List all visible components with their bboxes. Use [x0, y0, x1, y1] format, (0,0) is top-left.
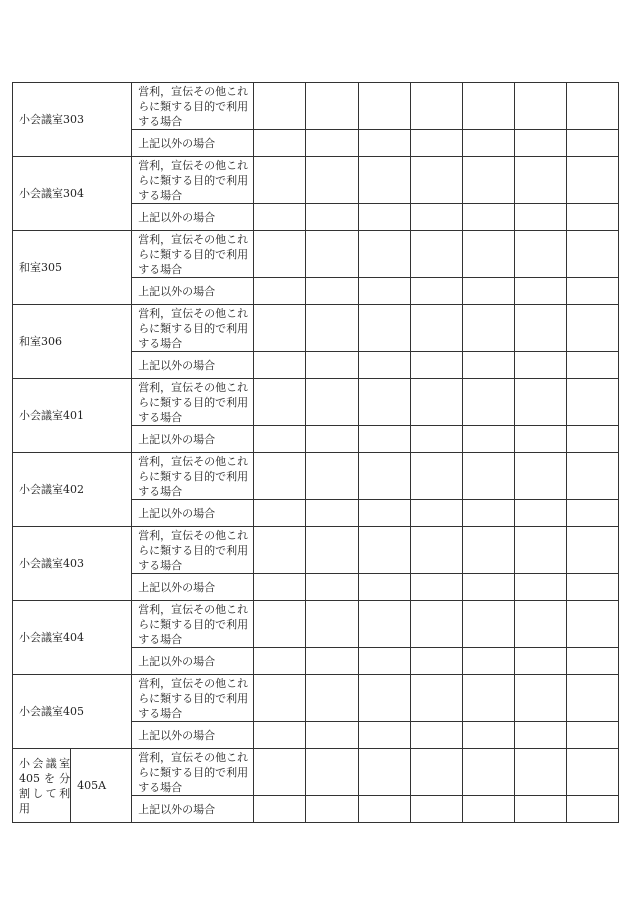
fee-cell [514, 305, 566, 352]
fee-cell [410, 675, 462, 722]
fee-cell [254, 278, 306, 305]
fee-cell [514, 796, 566, 823]
condition-other: 上記以外の場合 [132, 574, 254, 601]
room-name: 小会議室405 [13, 675, 132, 749]
fee-cell [462, 675, 514, 722]
table-row [13, 231, 619, 278]
table-row [13, 453, 619, 500]
fee-cell [358, 648, 410, 675]
fee-cell [358, 722, 410, 749]
fee-cell [462, 83, 514, 130]
fee-cell [514, 379, 566, 426]
fee-cell [514, 527, 566, 574]
fee-cell [566, 601, 618, 648]
table-row [13, 749, 619, 796]
fee-cell [566, 453, 618, 500]
fee-cell [410, 278, 462, 305]
fee-cell [514, 500, 566, 527]
fee-cell [358, 749, 410, 796]
fee-cell [566, 500, 618, 527]
room-name: 小会議室403 [13, 527, 132, 601]
fee-cell [462, 278, 514, 305]
room-name: 小会議室402 [13, 453, 132, 527]
fee-cell [254, 157, 306, 204]
fee-cell [254, 204, 306, 231]
fee-cell [566, 83, 618, 130]
fee-cell [514, 204, 566, 231]
fee-cell [254, 749, 306, 796]
table-row [13, 305, 619, 352]
fee-cell [566, 648, 618, 675]
fee-cell [410, 130, 462, 157]
fee-cell [254, 231, 306, 278]
fee-cell [254, 574, 306, 601]
fee-cell [306, 749, 358, 796]
condition-commercial: 営利，宣伝その他これらに類する目的で利用する場合 [132, 675, 254, 722]
fee-cell [410, 601, 462, 648]
fee-cell [254, 722, 306, 749]
fee-cell [306, 305, 358, 352]
condition-other: 上記以外の場合 [132, 278, 254, 305]
fee-cell [358, 675, 410, 722]
fee-cell [306, 453, 358, 500]
sub-room-name: 405A [71, 749, 132, 823]
fee-cell [514, 426, 566, 453]
condition-other: 上記以外の場合 [132, 796, 254, 823]
fee-cell [306, 379, 358, 426]
fee-cell [306, 675, 358, 722]
table-row [13, 675, 619, 722]
condition-commercial: 営利，宣伝その他これらに類する目的で利用する場合 [132, 157, 254, 204]
fee-cell [254, 675, 306, 722]
fee-cell [410, 379, 462, 426]
fee-cell [358, 157, 410, 204]
fee-cell [358, 83, 410, 130]
fee-cell [306, 426, 358, 453]
fee-cell [462, 204, 514, 231]
fee-cell [462, 305, 514, 352]
fee-cell [358, 305, 410, 352]
fee-cell [566, 796, 618, 823]
fee-cell [254, 796, 306, 823]
condition-commercial: 営利，宣伝その他これらに類する目的で利用する場合 [132, 305, 254, 352]
fee-cell [358, 426, 410, 453]
room-name: 和室306 [13, 305, 132, 379]
fee-cell [514, 352, 566, 379]
fee-cell [254, 305, 306, 352]
table-row [13, 527, 619, 574]
fee-cell [358, 379, 410, 426]
split-room-label: 小会議室405を分割して利用 [13, 749, 71, 823]
room-name: 和室305 [13, 231, 132, 305]
fee-cell [254, 527, 306, 574]
fee-cell [410, 574, 462, 601]
fee-cell [358, 527, 410, 574]
usage-fee-table [12, 82, 619, 823]
condition-commercial: 営利，宣伝その他これらに類する目的で利用する場合 [132, 527, 254, 574]
fee-cell [410, 157, 462, 204]
fee-cell [254, 379, 306, 426]
condition-commercial: 営利，宣伝その他これらに類する目的で利用する場合 [132, 83, 254, 130]
condition-other: 上記以外の場合 [132, 130, 254, 157]
fee-cell [358, 204, 410, 231]
fee-cell [462, 130, 514, 157]
fee-cell [462, 453, 514, 500]
fee-cell [410, 722, 462, 749]
fee-cell [410, 231, 462, 278]
fee-cell [254, 426, 306, 453]
fee-cell [410, 500, 462, 527]
condition-other: 上記以外の場合 [132, 204, 254, 231]
fee-cell [410, 83, 462, 130]
fee-cell [566, 130, 618, 157]
fee-cell [514, 130, 566, 157]
fee-cell [254, 130, 306, 157]
fee-cell [566, 157, 618, 204]
fee-cell [254, 453, 306, 500]
fee-cell [358, 453, 410, 500]
fee-cell [306, 278, 358, 305]
fee-cell [566, 204, 618, 231]
fee-cell [566, 231, 618, 278]
fee-cell [410, 749, 462, 796]
fee-cell [254, 601, 306, 648]
fee-cell [306, 722, 358, 749]
fee-cell [462, 648, 514, 675]
table-row [13, 83, 619, 130]
fee-cell [410, 527, 462, 574]
fee-cell [514, 453, 566, 500]
condition-other: 上記以外の場合 [132, 722, 254, 749]
fee-cell [514, 83, 566, 130]
fee-cell [462, 601, 514, 648]
room-name: 小会議室303 [13, 83, 132, 157]
condition-other: 上記以外の場合 [132, 648, 254, 675]
table-row [13, 157, 619, 204]
fee-cell [254, 648, 306, 675]
condition-commercial: 営利，宣伝その他これらに類する目的で利用する場合 [132, 749, 254, 796]
fee-cell [306, 500, 358, 527]
condition-commercial: 営利，宣伝その他これらに類する目的で利用する場合 [132, 453, 254, 500]
room-name: 小会議室404 [13, 601, 132, 675]
condition-other: 上記以外の場合 [132, 352, 254, 379]
condition-commercial: 営利，宣伝その他これらに類する目的で利用する場合 [132, 379, 254, 426]
fee-cell [306, 648, 358, 675]
fee-cell [254, 352, 306, 379]
room-name: 小会議室304 [13, 157, 132, 231]
fee-cell [410, 352, 462, 379]
fee-cell [410, 648, 462, 675]
fee-cell [514, 601, 566, 648]
fee-cell [566, 675, 618, 722]
fee-cell [410, 426, 462, 453]
fee-cell [514, 574, 566, 601]
fee-cell [566, 305, 618, 352]
fee-cell [462, 352, 514, 379]
fee-cell [514, 722, 566, 749]
condition-commercial: 営利，宣伝その他これらに類する目的で利用する場合 [132, 601, 254, 648]
fee-cell [462, 500, 514, 527]
fee-cell [410, 204, 462, 231]
fee-cell [306, 231, 358, 278]
fee-cell [358, 130, 410, 157]
fee-cell [566, 722, 618, 749]
condition-other: 上記以外の場合 [132, 500, 254, 527]
fee-cell [306, 796, 358, 823]
condition-commercial: 営利，宣伝その他これらに類する目的で利用する場合 [132, 231, 254, 278]
fee-cell [514, 231, 566, 278]
fee-cell [306, 527, 358, 574]
fee-cell [462, 574, 514, 601]
fee-cell [514, 675, 566, 722]
fee-cell [254, 83, 306, 130]
table-row [13, 601, 619, 648]
fee-cell [306, 352, 358, 379]
fee-cell [306, 157, 358, 204]
fee-cell [566, 379, 618, 426]
table-row [13, 379, 619, 426]
fee-cell [514, 749, 566, 796]
condition-other: 上記以外の場合 [132, 426, 254, 453]
fee-cell [566, 749, 618, 796]
fee-cell [462, 796, 514, 823]
fee-cell [358, 796, 410, 823]
fee-cell [358, 500, 410, 527]
fee-cell [514, 278, 566, 305]
fee-cell [462, 722, 514, 749]
fee-cell [462, 379, 514, 426]
fee-cell [566, 278, 618, 305]
fee-cell [358, 278, 410, 305]
fee-cell [462, 157, 514, 204]
fee-cell [462, 527, 514, 574]
fee-cell [306, 204, 358, 231]
fee-cell [410, 305, 462, 352]
fee-cell [410, 796, 462, 823]
fee-cell [358, 574, 410, 601]
fee-cell [358, 231, 410, 278]
fee-cell [306, 83, 358, 130]
fee-cell [566, 574, 618, 601]
fee-cell [462, 426, 514, 453]
fee-cell [410, 453, 462, 500]
fee-cell [566, 426, 618, 453]
table-body [13, 83, 619, 823]
room-name: 小会議室401 [13, 379, 132, 453]
fee-cell [254, 500, 306, 527]
fee-cell [306, 601, 358, 648]
fee-cell [462, 231, 514, 278]
fee-cell [358, 601, 410, 648]
fee-cell [514, 157, 566, 204]
fee-cell [462, 749, 514, 796]
fee-cell [566, 527, 618, 574]
fee-cell [306, 574, 358, 601]
fee-cell [566, 352, 618, 379]
fee-cell [514, 648, 566, 675]
fee-cell [306, 130, 358, 157]
fee-cell [358, 352, 410, 379]
